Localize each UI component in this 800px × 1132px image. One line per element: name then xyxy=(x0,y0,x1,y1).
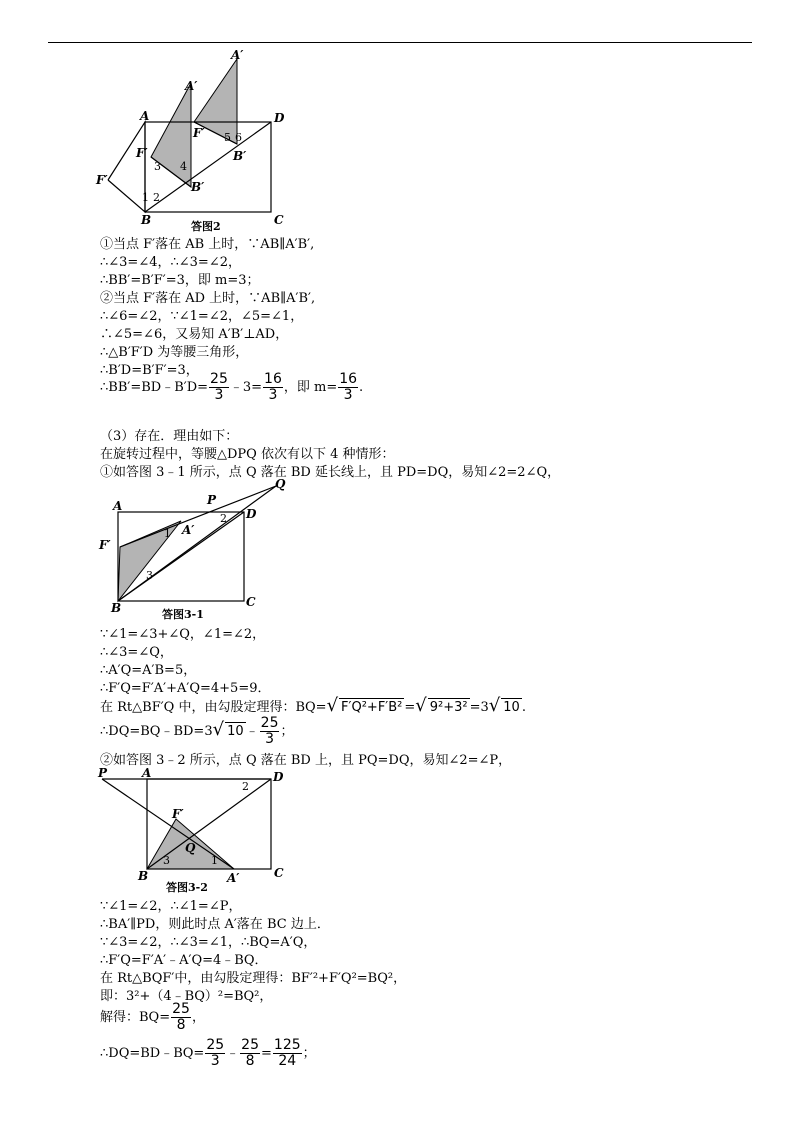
label-A-prime: A′ xyxy=(182,523,195,537)
label-P: P xyxy=(98,766,108,780)
figure-2-caption: 答图2 xyxy=(191,220,221,233)
figure-3-2 xyxy=(90,765,290,895)
label-B: B xyxy=(141,213,152,227)
p2-line-9: ∴BB′=BD﹣B′D= $\frac{25}{3}$ ﹣3= $\frac{16}{3}$ ，即 m= $\frac{16}{3}$ . xyxy=(100,371,364,403)
label-D: D xyxy=(246,507,257,521)
c2-line-1: ∵∠1=∠2，∴∠1=∠P， xyxy=(100,899,242,914)
label-B: B xyxy=(138,869,149,883)
sqrt-sign: √ xyxy=(415,695,427,716)
figure-3-1 xyxy=(95,478,295,620)
label-C: C xyxy=(246,595,256,609)
angle-1: 1 xyxy=(211,854,218,867)
label-A-prime-2: A′ xyxy=(231,48,244,62)
c2-line-7: 解得：BQ= $\frac{25}{8}$ ， xyxy=(100,1001,205,1033)
c1-line-1: ∵∠1=∠3+∠Q，∠1=∠2， xyxy=(100,627,266,642)
angle-2: 2 xyxy=(153,191,160,204)
c2-line-5: 在 Rt△BQF′中，由勾股定理得：BF′²+F′Q²=BQ²， xyxy=(100,971,407,986)
angle-3: 3 xyxy=(163,854,170,867)
angle-1: 1 xyxy=(142,191,149,204)
fraction: $\frac{16}{3}$ xyxy=(339,371,358,403)
fraction: $\frac{125}{24}$ xyxy=(273,1037,301,1069)
angle-3: 3 xyxy=(154,160,161,173)
label-B: B xyxy=(111,601,122,615)
label-A-prime-1: A′ xyxy=(185,79,198,93)
label-P: P xyxy=(207,493,217,507)
c1-line-4: ∴F′Q=F′A′+A′Q=4+5=9． xyxy=(100,681,271,696)
sqrt-sign: √ xyxy=(488,695,501,716)
label-F-prime-2: F′ xyxy=(193,126,205,140)
c1-line-6: ∴DQ=BQ﹣BD=3√ 10 ﹣ $\frac{25}{3}$ ； xyxy=(100,715,294,747)
label-F-prime: F′ xyxy=(99,538,111,552)
angle-1: 1 xyxy=(164,527,171,540)
angle-2: 2 xyxy=(220,512,227,525)
angle-6: 6 xyxy=(235,131,242,144)
p2-line-2: ∴∠3=∠4，∴∠3=∠2， xyxy=(100,255,241,270)
p3-line-2: 在旋转过程中，等腰△DPQ 依次有以下 4 种情形： xyxy=(100,447,395,462)
c2-line-2: ∴BA′∥PD，则此时点 A′落在 BC 边上． xyxy=(100,917,330,932)
p3-line-3: ①如答图 3﹣1 所示，点 Q 落在 BD 延长线上，且 PD=DQ，易知∠2=2∠Q， xyxy=(100,465,561,480)
angle-3: 3 xyxy=(146,569,153,582)
fraction: $\frac{25}{3}$ xyxy=(206,1037,225,1069)
label-F-prime-1: F′ xyxy=(136,146,148,160)
p3-line-1: （3）存在．理由如下： xyxy=(100,429,239,444)
fraction: $\frac{25}{3}$ xyxy=(260,715,279,747)
p2-line-8: ∴B′D=B′F′=3， xyxy=(100,363,199,378)
label-A-prime: A′ xyxy=(227,871,240,885)
label-F-prime: F′ xyxy=(172,807,184,821)
shaded-triangle xyxy=(118,521,181,601)
label-B-prime-1: B′ xyxy=(191,180,205,194)
p2-line-3: ∴BB′=B′F′=3，即 m=3； xyxy=(100,273,260,288)
c1-line-5: 在 Rt△BF′Q 中，由勾股定理得：BQ=√ F′Q²+F′B² =√ 9²+3² =3√ 10 . xyxy=(100,695,526,716)
p2-line-7: ∴△B′F′D 为等腰三角形， xyxy=(100,345,249,360)
angle-2: 2 xyxy=(242,780,249,793)
label-B-prime-2: B′ xyxy=(233,149,247,163)
label-A: A xyxy=(142,766,152,780)
header-rule xyxy=(48,42,752,43)
c2-line-8: ∴DQ=BD﹣BQ= $\frac{25}{3}$ ﹣ $\frac{25}{8}$ = $\frac{125}{24}$ ； xyxy=(100,1037,316,1069)
label-Q: Q xyxy=(275,477,286,491)
sqrt-sign: √ xyxy=(212,719,225,740)
c1-line-2: ∴∠3=∠Q， xyxy=(100,645,173,660)
label-D: D xyxy=(274,111,285,125)
label-D: D xyxy=(273,770,284,784)
p2-line-4: ②当点 F′落在 AD 上时，∵AB∥A′B′, xyxy=(100,291,316,306)
label-Q: Q xyxy=(185,841,196,855)
figure-3-2-caption: 答图3-2 xyxy=(166,881,208,894)
p2-line-6: ∴∠5=∠6，又易知 A′B′⊥AD， xyxy=(100,327,289,342)
sqrt-sign: √ xyxy=(326,695,339,716)
fraction: $\frac{16}{3}$ xyxy=(264,371,282,403)
c1-line-3: ∴A′Q=A′B=5， xyxy=(100,663,197,678)
figure-2 xyxy=(90,46,300,236)
f-triangle xyxy=(108,122,145,212)
label-A: A xyxy=(140,109,150,123)
fraction: $\frac{25}{8}$ xyxy=(172,1001,190,1033)
p2-line-5: ∴∠6=∠2，∵∠1=∠2，∠5=∠1， xyxy=(100,309,304,324)
p2-line-1: ①当点 F′落在 AB 上时，∵AB∥A′B′, xyxy=(100,237,315,252)
label-C: C xyxy=(274,866,284,880)
c2-line-6: 即：3²+（4﹣BQ）²=BQ²， xyxy=(100,989,273,1004)
fraction: $\frac{25}{3}$ xyxy=(210,371,228,403)
figure-3-1-caption: 答图3-1 xyxy=(162,608,204,621)
label-F-prime-outer: F′ xyxy=(96,173,108,187)
fraction: $\frac{25}{8}$ xyxy=(241,1037,259,1069)
angle-4: 4 xyxy=(180,160,187,173)
label-A: A xyxy=(113,499,123,513)
label-C: C xyxy=(274,213,284,227)
c2-line-3: ∵∠3=∠2，∴∠3=∠1，∴BQ=A′Q， xyxy=(100,935,317,950)
c2-line-4: ∴F′Q=F′A′﹣A′Q=4﹣BQ． xyxy=(100,953,268,968)
c1-line-7: ②如答图 3﹣2 所示，点 Q 落在 BD 上，且 PQ=DQ，易知∠2=∠P， xyxy=(100,753,512,768)
angle-5: 5 xyxy=(224,131,231,144)
